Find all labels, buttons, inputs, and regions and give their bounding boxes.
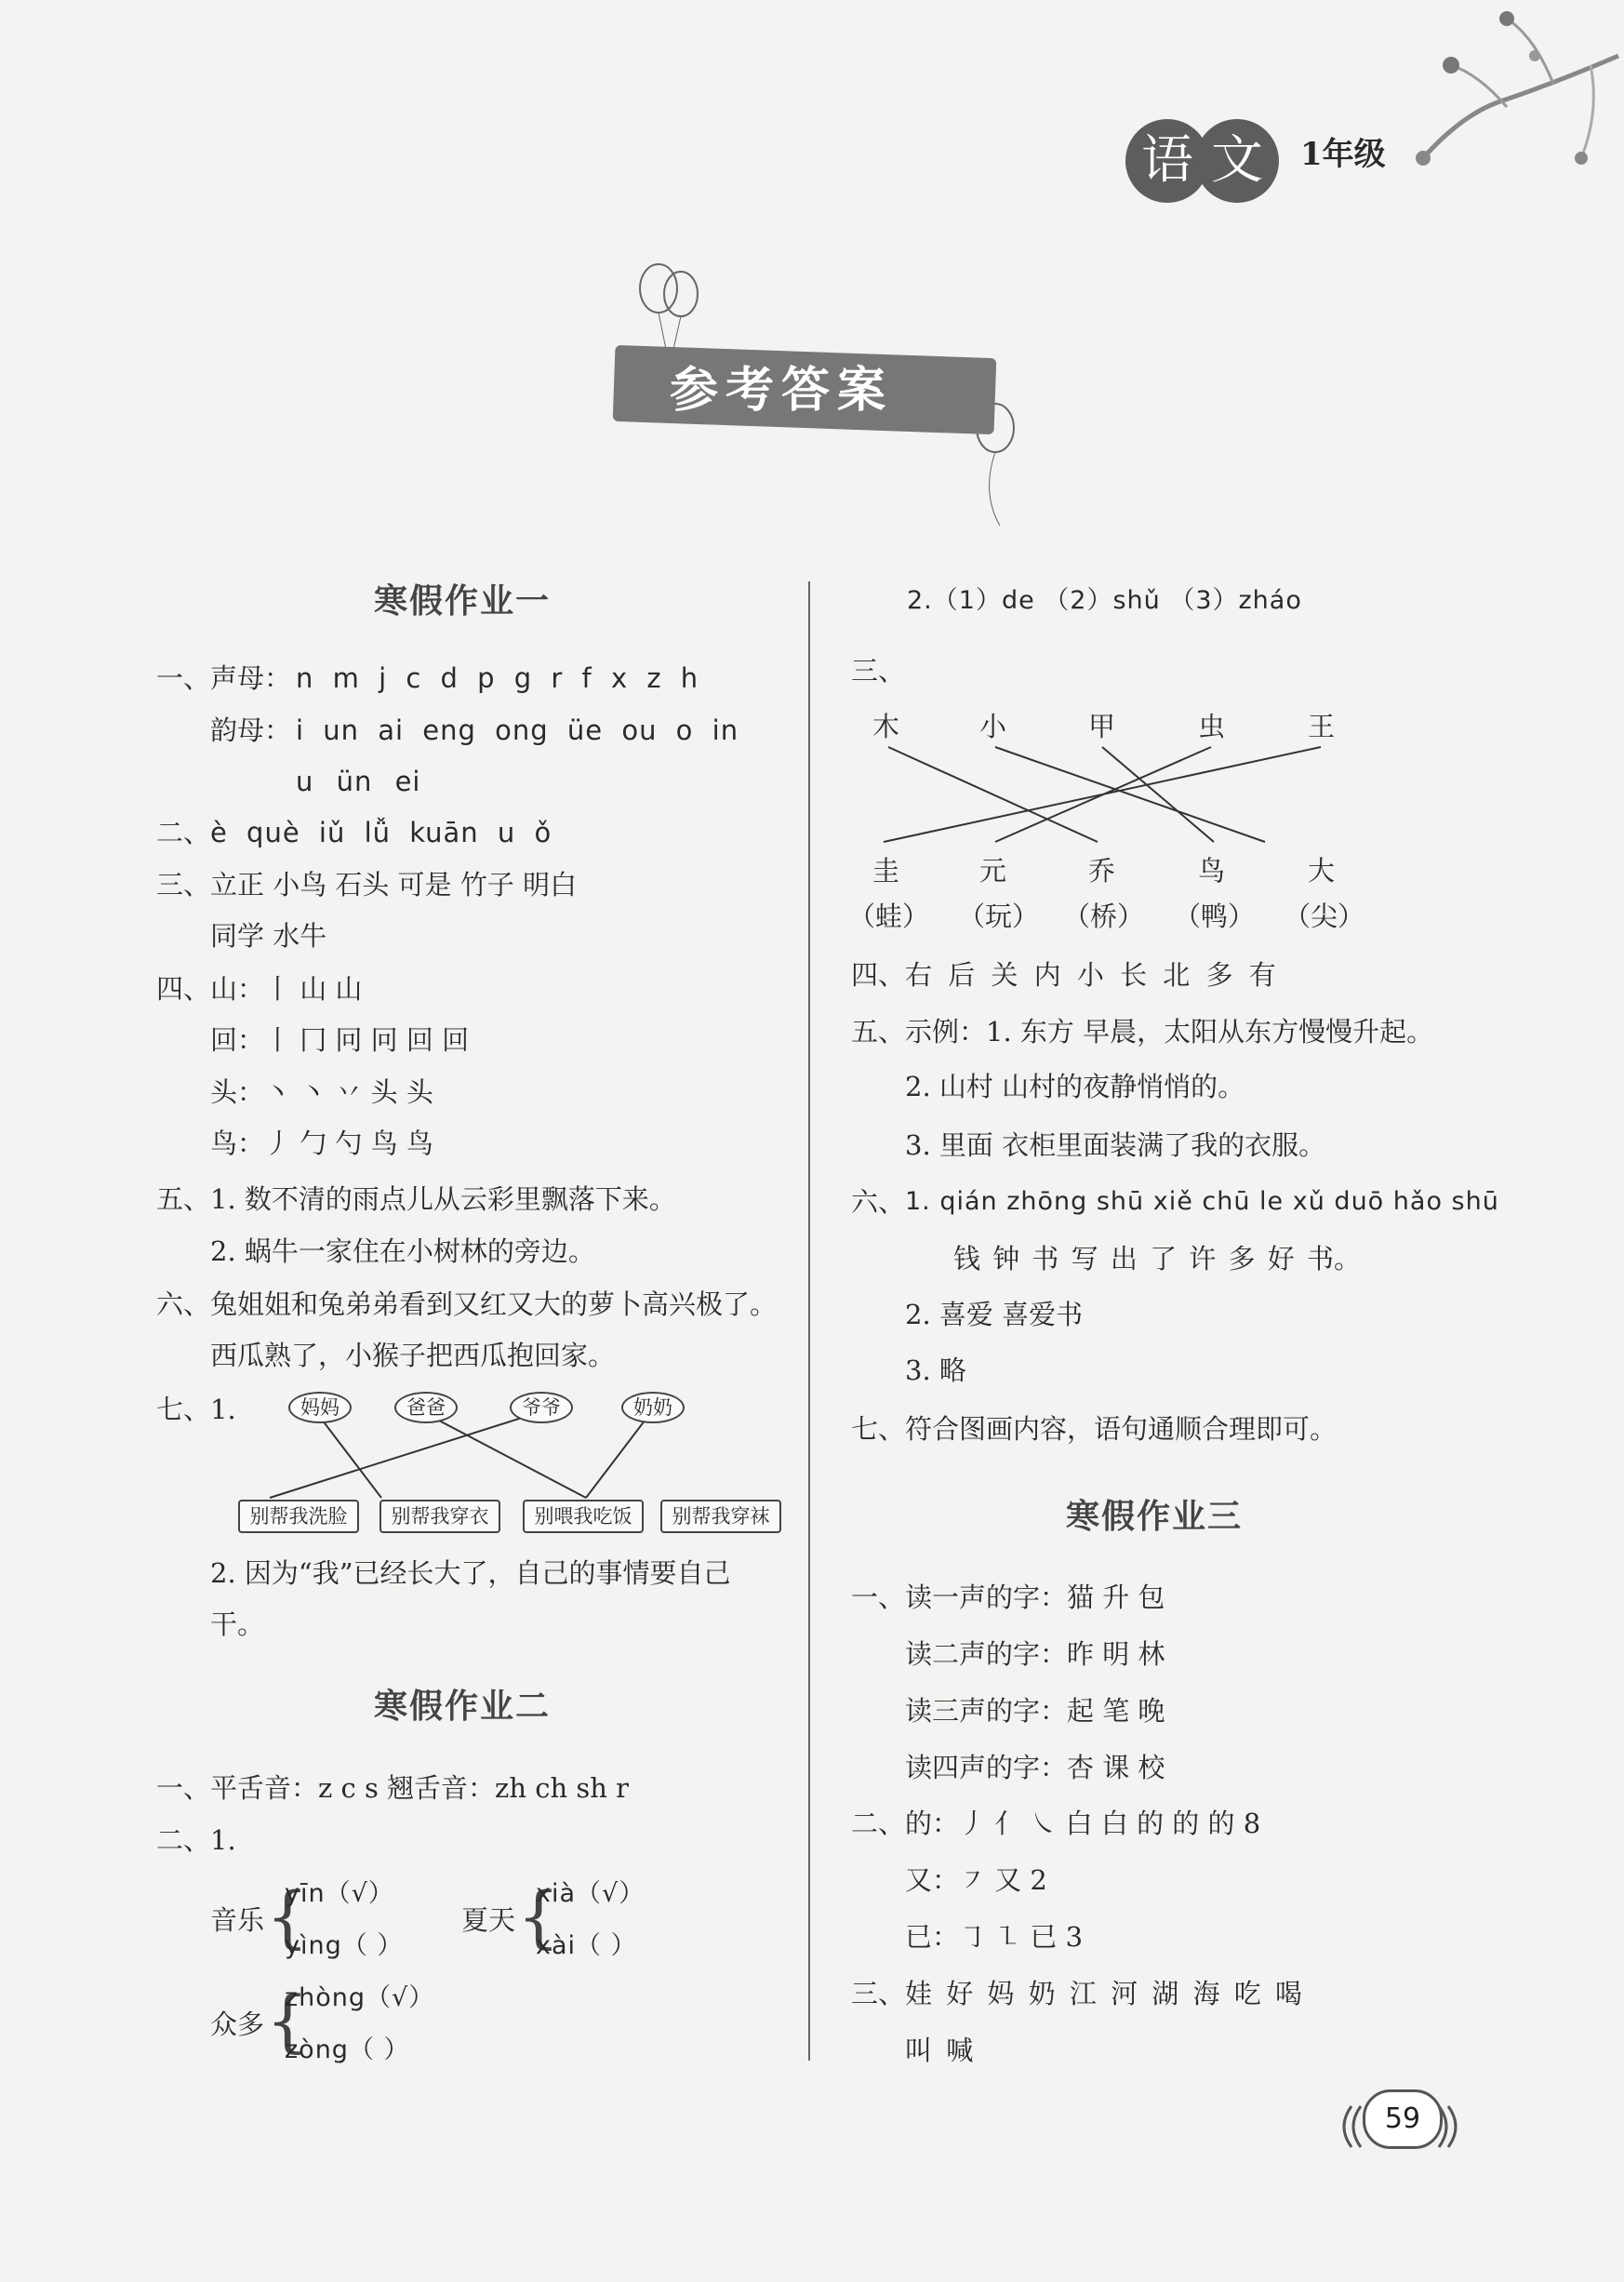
q-num: 二、	[851, 1808, 906, 1839]
q-label: 韵母：	[210, 714, 292, 746]
q-answer: 又：㇇ 又 2	[905, 1864, 1047, 1896]
char-top: 木	[872, 711, 900, 742]
page-ornament	[1335, 2099, 1465, 2155]
q-num: 六、	[156, 1288, 211, 1320]
q-num: 七、	[156, 1394, 211, 1425]
action-box: 别帮我穿衣	[379, 1500, 500, 1533]
char-bottom: 乔	[1088, 855, 1116, 887]
q-num: 五、	[156, 1183, 211, 1215]
q-answer: 2. 喜爱 喜爱书	[905, 1299, 1084, 1330]
pinyin-option: xài（ ）	[536, 1931, 637, 1960]
grade-label: 1年级	[1300, 136, 1386, 173]
pinyin-option: zhòng（√）	[285, 1983, 435, 2012]
pinyin-option: yìng（ ）	[285, 1931, 404, 1960]
q-num: 一、	[851, 1581, 906, 1613]
q-answer: 平舌音：z c s 翘舌音：zh ch sh r	[210, 1772, 630, 1804]
q-answer: 3. 里面 衣柜里面装满了我的衣服。	[905, 1129, 1326, 1161]
branch-decoration	[1321, 0, 1624, 260]
action-box: 别帮我洗脸	[238, 1500, 359, 1533]
pinyin-option: zòng（ ）	[285, 2035, 410, 2064]
q-answer: 已：㇆ ㇅ 已 3	[905, 1921, 1084, 1953]
q-answer: 3. 略	[905, 1355, 966, 1386]
q-answer: 叫 喊	[905, 2035, 974, 2066]
q-answer: 头：丶 丶 丷 头 头	[210, 1076, 433, 1108]
q-answer: 2. 山村 山村的夜静悄悄的。	[905, 1071, 1245, 1102]
char-top: 小	[979, 711, 1007, 742]
action-box: 别喂我吃饭	[523, 1500, 644, 1533]
char-bottom: 鸟	[1198, 855, 1226, 887]
q-answer: 山：丨 山 山	[210, 973, 363, 1005]
q-answer: 西瓜熟了，小猴子把西瓜抱回家。	[210, 1340, 616, 1371]
q-num: 三、	[156, 869, 211, 901]
char-bottom: 圭	[872, 855, 900, 887]
q-answer: n m j c d p g r f x z h	[296, 662, 699, 694]
char-answer: （蛙）	[848, 901, 930, 932]
person-node: 奶奶	[621, 1392, 685, 1423]
char-top: 王	[1308, 711, 1336, 742]
char-bottom: 大	[1308, 855, 1336, 887]
banner-title: 参考答案	[670, 362, 894, 419]
q-answer: 2.（1）de （2）shǔ （3）zháo	[907, 586, 1302, 615]
action-box: 别帮我穿袜	[660, 1500, 781, 1533]
q-num: 二、	[156, 817, 211, 848]
q-num: 二、	[156, 1824, 211, 1856]
word: 众多	[210, 2008, 265, 2040]
section-title: 寒假作业二	[374, 1687, 552, 1726]
column-divider	[808, 581, 810, 2061]
q-num: 四、	[851, 959, 906, 991]
q-label: 声母：	[210, 662, 292, 694]
q-answer: 同学 水牛	[210, 920, 327, 952]
brace-icon: {	[266, 1877, 309, 1955]
q-num: 七、	[851, 1413, 906, 1445]
q-answer: 2. 蜗牛一家住在小树林的旁边。	[210, 1235, 595, 1267]
q-answer: 读四声的字：杏 课 校	[905, 1752, 1165, 1783]
q-answer: 2. 因为“我”已经长大了，自己的事情要自己	[210, 1557, 731, 1589]
q-answer: 回：丨 冂 冋 冋 回 回	[210, 1024, 470, 1056]
q-answer: è què iǔ lǚ kuān u ǒ	[210, 817, 552, 848]
q-answer: 1. qián zhōng shū xiě chū le xǔ duō hǎo shū	[905, 1187, 1499, 1216]
q-num: 五、	[851, 1016, 906, 1048]
q-answer: 1. 数不清的雨点儿从云彩里飘落下来。	[210, 1183, 676, 1215]
q-answer: 右 后 关 内 小 长 北 多 有	[905, 959, 1276, 991]
q-answer: 示例：1. 东方 早晨，太阳从东方慢慢升起。	[905, 1016, 1434, 1048]
q-answer: 读三声的字：起 笔 晚	[905, 1695, 1165, 1727]
char-top: 甲	[1088, 711, 1116, 742]
word: 夏天	[461, 1904, 516, 1936]
q-sub: 1.	[210, 1824, 236, 1856]
subject-badge-1: 语	[1125, 119, 1209, 203]
q-answer: 读二声的字：昨 明 林	[905, 1638, 1165, 1670]
section-title: 寒假作业一	[374, 581, 552, 621]
section-title: 寒假作业三	[1066, 1497, 1244, 1536]
pinyin-option: yīn（√）	[285, 1879, 394, 1908]
q-answer: 兔姐姐和兔弟弟看到又红又大的萝卜高兴极了。	[210, 1288, 778, 1320]
q-sub: 1.	[210, 1394, 236, 1425]
char-answer: （鸭）	[1174, 901, 1256, 932]
q-answer: 干。	[210, 1608, 265, 1640]
char-answer: （玩）	[958, 901, 1040, 932]
subject-badge-2: 文	[1195, 119, 1279, 203]
q-answer: 符合图画内容，语句通顺合理即可。	[905, 1413, 1338, 1445]
q-num: 一、	[156, 662, 211, 694]
q-answer: 钱 钟 书 写 出 了 许 多 好 书。	[953, 1243, 1361, 1274]
brace-icon: {	[517, 1877, 560, 1955]
q-num: 六、	[851, 1186, 906, 1218]
matching-lines	[865, 740, 1349, 856]
char-answer: （桥）	[1063, 901, 1145, 932]
q-num: 三、	[851, 655, 906, 687]
person-node: 妈妈	[288, 1392, 352, 1423]
page-number: 59	[1363, 2089, 1443, 2149]
char-answer: （尖）	[1284, 901, 1365, 932]
brace-icon: {	[266, 1982, 309, 2060]
q-answer: 读一声的字：猫 升 包	[905, 1581, 1165, 1613]
q-num: 四、	[156, 973, 211, 1005]
q-num: 三、	[851, 1978, 906, 2009]
q-num: 一、	[156, 1772, 211, 1804]
word: 音乐	[210, 1904, 265, 1936]
person-node: 爷爷	[510, 1392, 573, 1423]
q-answer: 的：丿 亻 ㇏ 白 白 的 的 的 8	[905, 1808, 1261, 1839]
q-answer: u ün ei	[296, 766, 421, 797]
char-bottom: 元	[979, 855, 1007, 887]
person-node: 爸爸	[394, 1392, 458, 1423]
q-answer: 鸟：丿 勹 勺 鸟 鸟	[210, 1128, 433, 1159]
q-answer: i un ai eng ong üe ou o in	[296, 714, 739, 746]
pinyin-option: xià（√）	[536, 1879, 646, 1908]
q-answer: 立正 小鸟 石头 可是 竹子 明白	[210, 869, 578, 901]
q-answer: 娃 好 妈 奶 江 河 湖 海 吃 喝	[905, 1978, 1302, 2009]
char-top: 虫	[1198, 711, 1226, 742]
